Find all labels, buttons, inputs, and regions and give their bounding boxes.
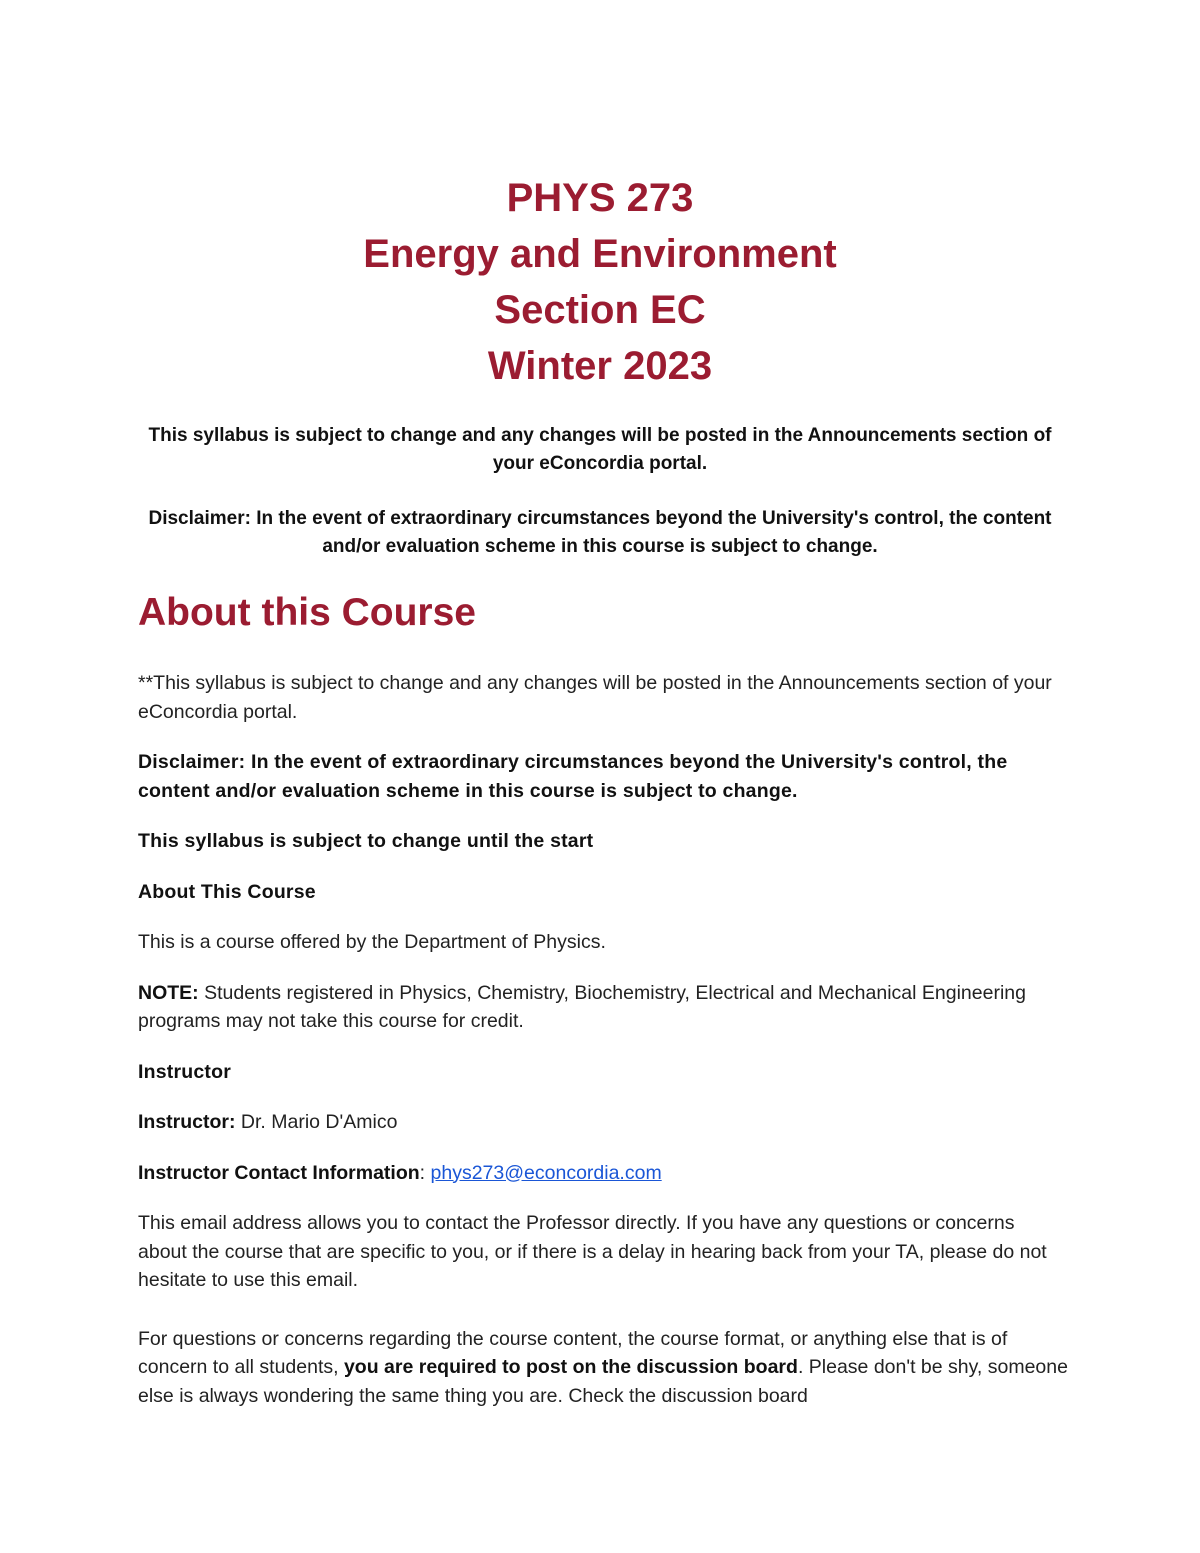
note-label: NOTE: (138, 981, 199, 1004)
questions-text-2: . Please don't be shy, someone else is always wondering the same thing you are. Check the discussion board (138, 1356, 1068, 1407)
questions-text-1: For questions or concerns regarding the course content, the course format, or anything else that is of concern to all students, (138, 1327, 1008, 1378)
questions-paragraph (138, 1325, 1068, 1411)
about-disclaimer: Disclaimer: In the event of extraordinary circumstances beyond the University's control, the content and/or evaluation scheme in this course is subject to change. (138, 751, 1008, 802)
offered-by-text: This is a course offered by the Department of Physics. (138, 931, 606, 953)
instructor-name-label: Instructor: (138, 1111, 236, 1133)
instructor-contact-label: Instructor Contact Information (138, 1161, 420, 1184)
title-block (0, 170, 1200, 394)
body-content (138, 669, 1068, 1432)
note-paragraph (138, 979, 1068, 1036)
email-paragraph: This email address allows you to contact the Professor directly. If you have any questions or concerns about the course that are specific to you, or if there is a delay in hearing back from your TA, please do not hesitate to use this email. (138, 1212, 1047, 1291)
questions-bold: you are required to post on the discussion board (343, 1356, 798, 1378)
about-subheading: About This Course (138, 880, 316, 903)
change-notice: This syllabus is subject to change and any changes will be posted in the Announcements section of your eConcordia portal. (148, 425, 1052, 474)
course-term: Winter 2023 (487, 344, 713, 388)
disclaimer-notice: Disclaimer: In the event of extraordinary circumstances beyond the University's control, the content and/or evaluation scheme in this course is subject to change. (148, 508, 1052, 557)
about-heading: About this Course (138, 591, 476, 634)
instructor-name-line (138, 1108, 1068, 1137)
contact-separator: : (419, 1161, 431, 1184)
instructor-contact-line (138, 1159, 1068, 1188)
course-name: Energy and Environment (363, 232, 837, 276)
note-text: Students registered in Physics, Chemistry, Biochemistry, Electrical and Mechanical Engineering programs may not take this course for credit. (138, 981, 1026, 1032)
instructor-heading: Instructor (138, 1060, 232, 1083)
change-until-start: This syllabus is subject to change until the start (138, 830, 594, 852)
about-change-notice: **This syllabus is subject to change and any changes will be posted in the Announcements section of your eConcordia portal. (138, 672, 1052, 723)
course-code: PHYS 273 (506, 176, 694, 220)
course-section: Section EC (494, 288, 706, 332)
instructor-name: Dr. Mario D'Amico (235, 1111, 398, 1133)
instructor-email-link[interactable]: phys273@econcordia.com (430, 1161, 662, 1184)
